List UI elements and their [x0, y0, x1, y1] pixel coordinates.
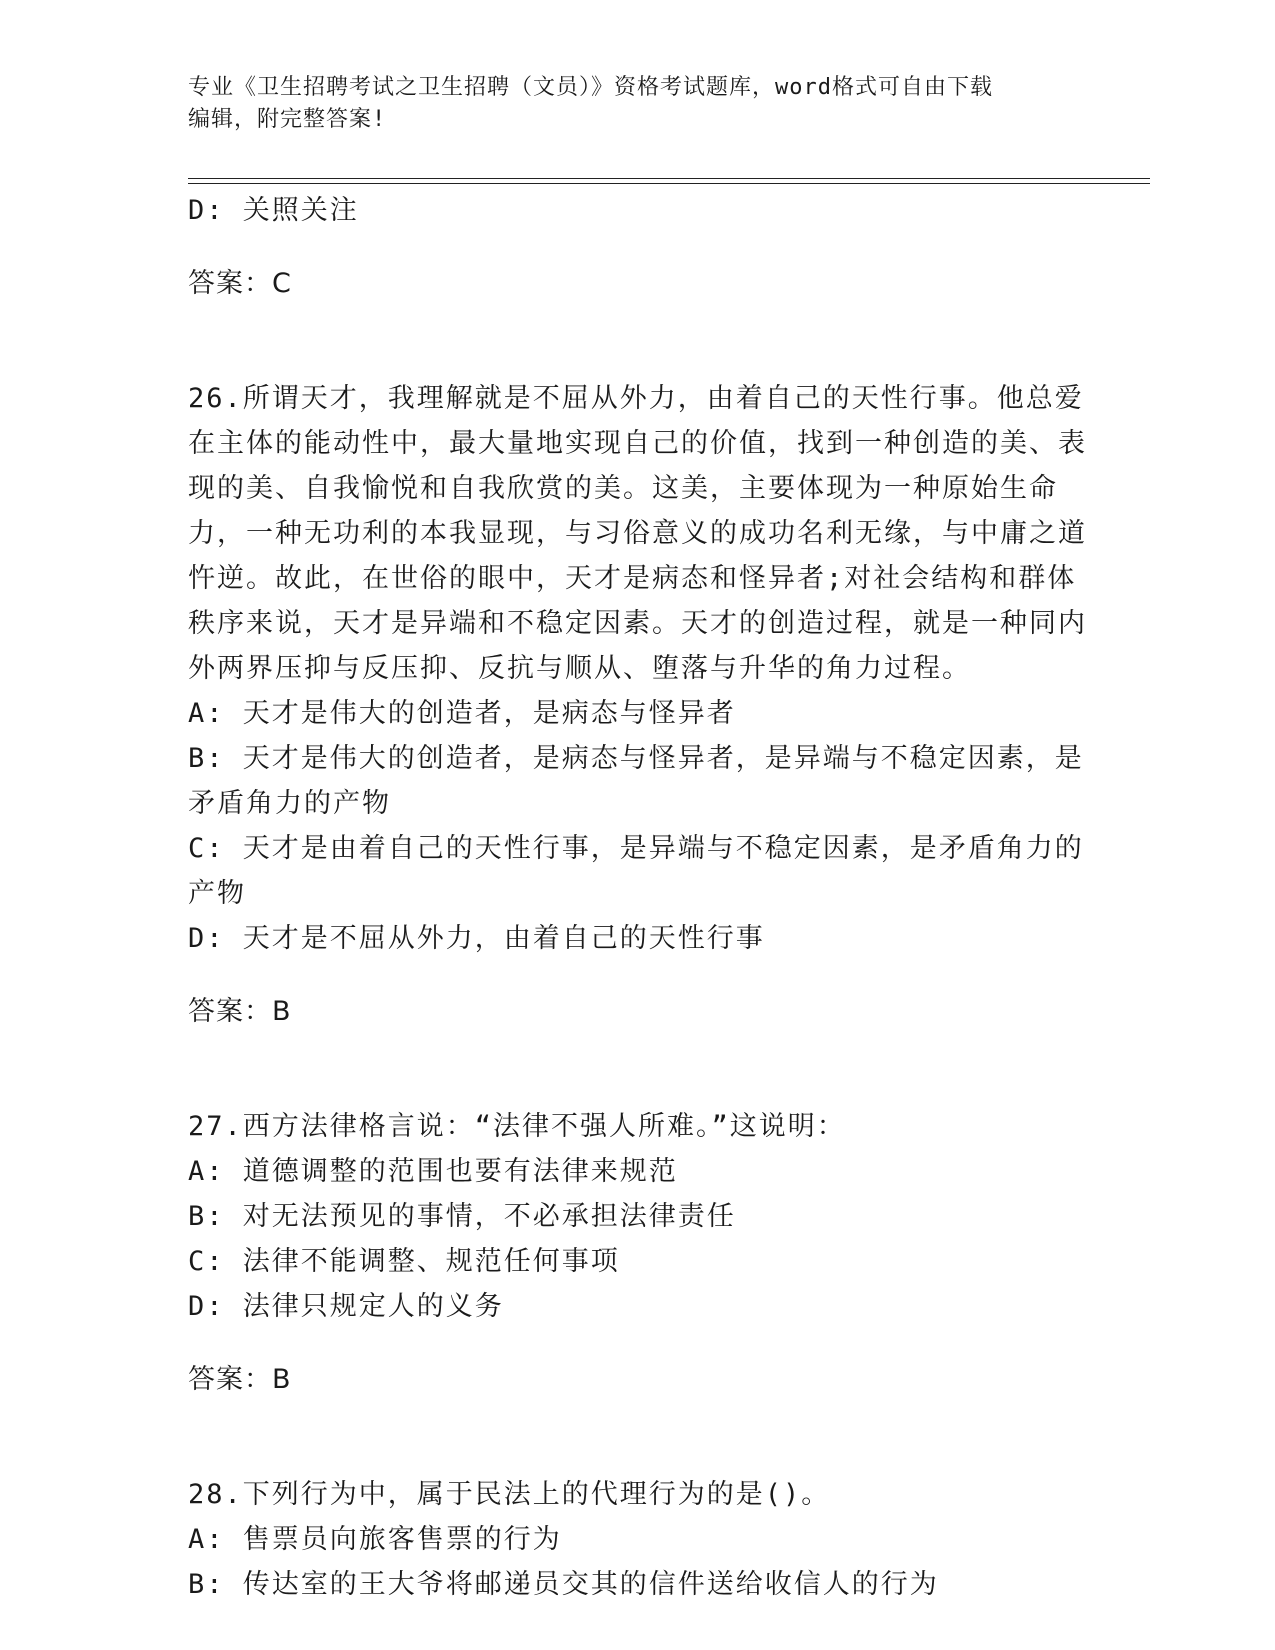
question-stem: 27.西方法律格言说：“法律不强人所难。”这说明：	[188, 1111, 846, 1142]
header-line-1: 专业《卫生招聘考试之卫生招聘（文员）》资格考试题库，word格式可自由下载	[188, 75, 993, 100]
option-b: B: 传达室的王大爷将邮递员交其的信件送给收信人的行为	[188, 1569, 939, 1600]
question-stem: 28.下列行为中，属于民法上的代理行为的是()。	[188, 1479, 831, 1510]
option-a: A: 天才是伟大的创造者，是病态与怪异者	[188, 698, 736, 729]
question-27	[188, 1104, 1088, 1403]
question-stem: 26.所谓天才，我理解就是不屈从外力，由着自己的天性行事。他总爱在主体的能动性中，最大量地实现自己的价值，找到一种创造的美、表现的美、自我愉悦和自我欣赏的美。这美，主要体现为一种原始生命力，一种无功利的本我显现，与习俗意义的成功名利无缘，与中庸之道忤逆。故此，在世俗的眼中，天才是病态和怪异者;对社会结构和群体秩序来说，天才是异端和不稳定因素。天才的创造过程，就是一种同内外两界压抑与反压抑、反抗与顺从、堕落与升华的角力过程。	[188, 383, 1087, 684]
answer-line: 答案：B	[188, 996, 292, 1027]
document-header	[188, 72, 1068, 136]
question-26	[188, 376, 1088, 1035]
option-d: D: 法律只规定人的义务	[188, 1291, 504, 1322]
spacer	[188, 334, 1088, 376]
question-25-tail	[188, 188, 1088, 307]
option-b: B: 天才是伟大的创造者，是病态与怪异者，是异端与不稳定因素，是矛盾角力的产物	[188, 743, 1084, 819]
spacer	[188, 1062, 1088, 1104]
option-c: C: 天才是由着自己的天性行事，是异端与不稳定因素，是矛盾角力的产物	[188, 833, 1084, 909]
option-c: C: 法律不能调整、规范任何事项	[188, 1246, 620, 1277]
answer-line: 答案：B	[188, 1364, 292, 1395]
answer-line: 答案：C	[188, 268, 292, 299]
header-line-2: 编辑，附完整答案!	[188, 107, 387, 132]
option-d: D: 天才是不屈从外力，由着自己的天性行事	[188, 923, 765, 954]
option-a: A: 道德调整的范围也要有法律来规范	[188, 1156, 678, 1187]
option-d: D: 关照关注	[188, 195, 359, 226]
header-divider-top	[188, 178, 1150, 179]
option-b: B: 对无法预见的事情，不必承担法律责任	[188, 1201, 736, 1232]
document-body	[188, 188, 1088, 1607]
option-a: A: 售票员向旅客售票的行为	[188, 1524, 562, 1555]
question-28	[188, 1472, 1088, 1607]
header-divider-bottom	[188, 183, 1150, 184]
spacer	[188, 1430, 1088, 1472]
